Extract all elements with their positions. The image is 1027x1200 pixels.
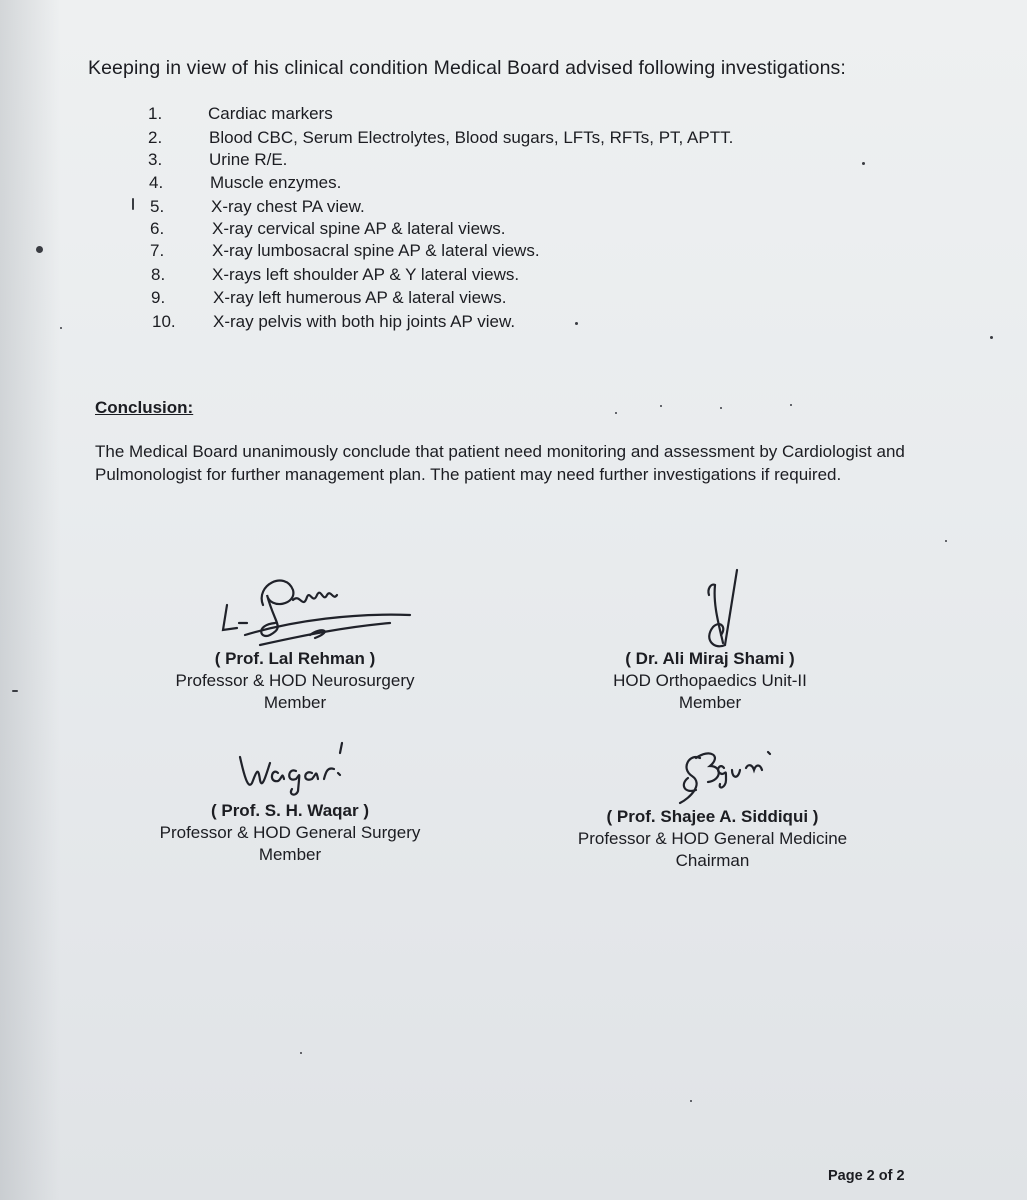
item-text: X-ray cervical spine AP & lateral views.	[212, 219, 506, 238]
item-number: 7.	[150, 241, 165, 260]
scan-speck	[690, 1100, 692, 1102]
signatory-name: ( Prof. Shajee A. Siddiqui )	[606, 807, 819, 826]
item-text: Urine R/E.	[209, 150, 288, 169]
signatory-role: Member	[263, 693, 327, 712]
item-text: X-ray left humerous AP & lateral views.	[213, 288, 507, 307]
item-number: 8.	[151, 265, 166, 284]
signature-ali-miraj-shami	[685, 565, 755, 655]
signatory-role: Chairman	[675, 851, 750, 870]
signatory-block-1	[140, 648, 450, 714]
signature-siddiqui	[660, 738, 780, 813]
scan-speck	[36, 246, 43, 253]
scan-speck	[660, 405, 662, 407]
scan-speck	[790, 404, 792, 406]
signatory-name: ( Prof. Lal Rehman )	[214, 649, 376, 668]
page-number: Page 2 of 2	[828, 1168, 905, 1184]
item-number: 2.	[148, 128, 163, 147]
scan-speck	[132, 198, 134, 210]
signature-lal-rehman	[215, 565, 420, 650]
item-number: 1.	[148, 104, 163, 123]
conclusion-heading: Conclusion:	[95, 398, 194, 417]
signatory-title: Professor & HOD General Surgery	[159, 823, 421, 842]
conclusion-paragraph: The Medical Board unanimously conclude that patient need monitoring and assessment by Cardiologist and Pulmonologist for further management plan. The patient may need further investigations if required.	[95, 442, 905, 484]
signatory-name: ( Dr. Ali Miraj Shami )	[625, 649, 795, 668]
item-text: Blood CBC, Serum Electrolytes, Blood sugars, LFTs, RFTs, PT, APTT.	[209, 128, 734, 147]
paper-fold-shadow	[0, 0, 60, 1200]
item-number: 4.	[149, 173, 164, 192]
scan-speck	[990, 336, 993, 339]
scan-speck	[720, 407, 722, 409]
signatory-title: Professor & HOD General Medicine	[577, 829, 848, 848]
scan-speck	[575, 322, 578, 325]
scan-speck	[862, 162, 865, 165]
item-text: X-ray chest PA view.	[211, 197, 365, 216]
item-text: X-ray lumbosacral spine AP & lateral views.	[212, 241, 540, 260]
signatory-block-3	[130, 800, 450, 866]
signatory-name: ( Prof. S. H. Waqar )	[210, 801, 370, 820]
signatory-title: Professor & HOD Neurosurgery	[175, 671, 415, 690]
scan-speck	[12, 690, 18, 692]
scan-speck	[615, 412, 617, 414]
item-text: X-ray pelvis with both hip joints AP view.	[213, 312, 516, 331]
signatory-title: HOD Orthopaedics Unit-II	[613, 671, 807, 690]
scan-speck	[60, 327, 62, 329]
signatory-block-2	[570, 648, 850, 714]
item-text: Muscle enzymes.	[210, 173, 342, 192]
scan-speck	[945, 540, 947, 542]
signature-waqar	[230, 735, 360, 800]
item-number: 6.	[150, 219, 165, 238]
item-number: 10.	[152, 312, 176, 331]
item-number: 9.	[151, 288, 166, 307]
signatory-block-4	[545, 806, 880, 872]
scan-speck	[300, 1052, 302, 1054]
intro-paragraph: Keeping in view of his clinical condition Medical Board advised following investigations:	[88, 57, 846, 79]
signatory-role: Member	[678, 693, 742, 712]
signatory-role: Member	[258, 845, 322, 864]
item-number: 5.	[150, 197, 165, 216]
item-text: X-rays left shoulder AP & Y lateral views.	[212, 265, 520, 284]
item-number: 3.	[148, 150, 163, 169]
item-text: Cardiac markers	[208, 104, 333, 123]
